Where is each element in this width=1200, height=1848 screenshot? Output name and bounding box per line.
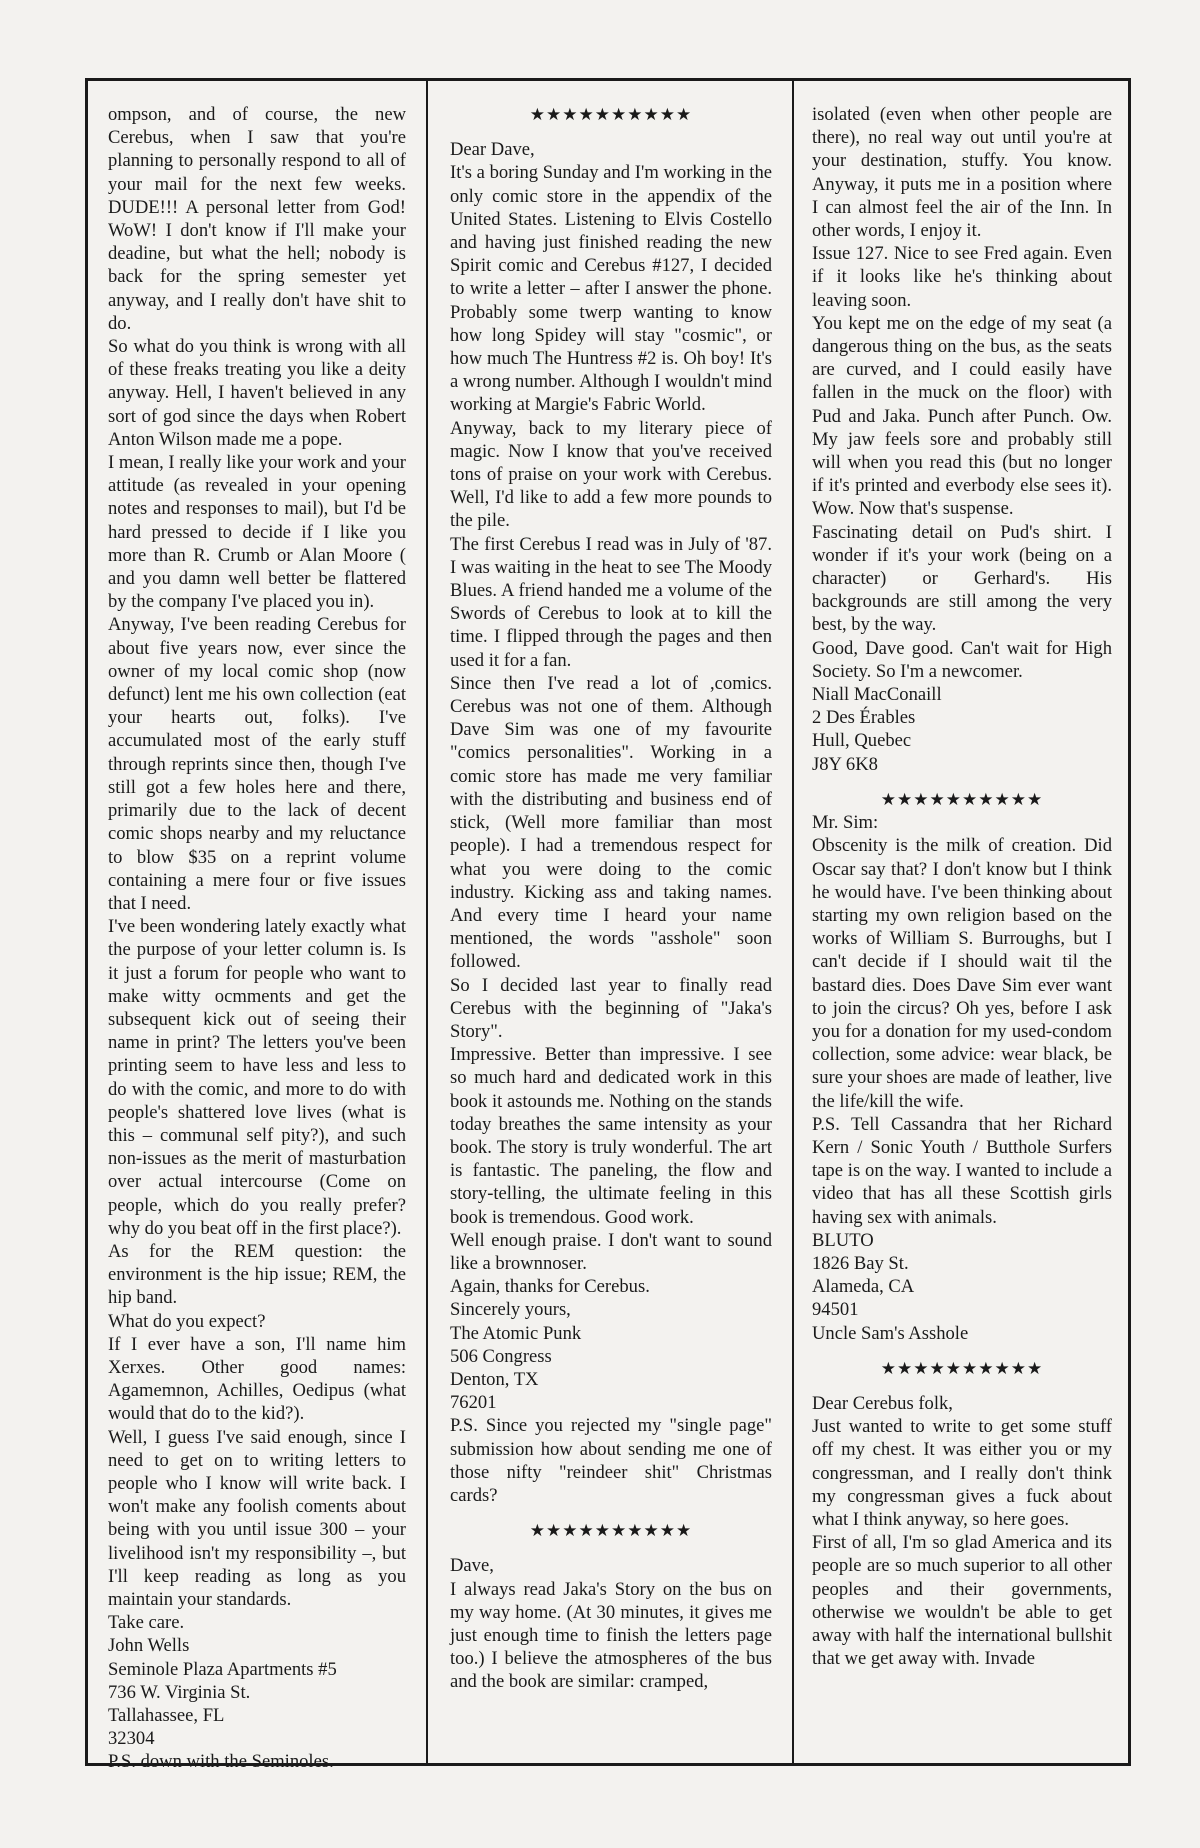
letter-paragraph: I've been wondering lately exactly what the purpose of your letter column is. Is it just a forum for people who want to make witty ocmments and get the subsequent kick out of seeing their name in print? The letters you've been printing seem to have less and less to do with the comic, and more to do with people's shattered love lives (what is this – communal self pity?), and such non-issues as the merit of masturbation over actual intercourse (Come on people, which do you really prefer? why do you beat off in the first place?).: [108, 916, 406, 1239]
letter-paragraph: P.S. Tell Cassandra that her Richard Kern / Sonic Youth / Butthole Surfers tape is on the way. I wanted to include a video that has all these Scottish girls having sex with animals.: [812, 1113, 1112, 1228]
signature-address-line: 2 Des Érables: [812, 707, 916, 729]
signature-postscript: P.S. down with the Seminoles.: [108, 1751, 334, 1773]
signature-postal-code: 76201: [450, 1392, 497, 1414]
star-separator: ★★★★★★★★★★: [880, 789, 1044, 809]
letter-paragraph: Obscenity is the milk of creation. Did Oscar say that? I don't know but I think he would have. I've been thinking about starting my own religion based on the works of William S. Burroughs, but I can't decide if I should wait til the bastard dies. Does Dave Sim ever want to join the circus? Oh yes, before I ask you for a donation for my used-condom collection, some advice: wear black, be sure your shoes are made of leather, live the life/kill the wife.: [812, 835, 1112, 1112]
letter-paragraph: It's a boring Sunday and I'm working in the only comic store in the appendix of the United States. Listening to Elvis Costello and having just finished reading the new Spirit comic and Cerebus #127, I decided to write a letter – after I answer the phone. Probably some twerp wanting to know how long Spidey will stay "cosmic", or how much The Huntress #2 is. Oh boy! It's a wrong number. Although I wouldn't mind working at Margie's Fabric World.: [450, 162, 773, 416]
letter-paragraph: Good, Dave good. Can't wait for High Society. So I'm a newcomer.: [812, 637, 1112, 682]
letter-paragraph: I mean, I really like your work and your attitude (as revealed in your opening notes and responses to mail), but I'd be hard pressed to decide if I like you more than R. Crumb or Alan Moore ( and you damn well better be flattered by the company I've placed you in).: [108, 452, 406, 613]
letters-column-1: [88, 81, 426, 1773]
signature-closing: Sincerely yours,: [450, 1299, 571, 1321]
signature-name: BLUTO: [812, 1229, 874, 1251]
letters-column-3: [792, 81, 1128, 1763]
signature-address-line: 1826 Bay St.: [812, 1252, 909, 1274]
letter-paragraph: Well, I guess I've said enough, since I need to get on to writing letters to people who I know will write back. I won't make any foolish coments about being with you until issue 300 – your livelihood isn't my responsibility –, but I'll keep reading as long as you maintain your standards.: [108, 1426, 406, 1610]
letter-paragraph: You kept me on the edge of my seat (a dangerous thing on the bus, as the seats are curved, and I could easily have fallen in the muck on the floor) with Pud and Jaka. Punch after Punch. Ow. My jaw feels sore and probably still will when you read this (but no longer if it's printed and everbody else sees it). Wow. Now that's suspense.: [812, 312, 1112, 520]
letters-column-2: [426, 81, 792, 1763]
signature-address-line: 736 W. Virginia St.: [108, 1681, 251, 1703]
letter-paragraph: First of all, I'm so glad America and its people are so much superior to all other peoples and their governments, otherwise we wouldn't be able to get away with half the international bullshit that we get away with. Invade: [812, 1532, 1112, 1670]
letter-paragraph: Fascinating detail on Pud's shirt. I wonder if it's your work (being on a character) or Gerhard's. His backgrounds are still among the very best, by the way.: [812, 521, 1112, 636]
letter-paragraph: Anyway, I've been reading Cerebus for about five years now, ever since the owner of my local comic shop (now defunct) lent me his own collection (eat your hearts out, folks). I've accumulated most of the early stuff through reprints since then, though I've still got a few holes here and there, primarily due to the lack of decent comic shops nearby and my reluctance to blow $35 on a reprint volume containing a mere four or five issues that I need.: [108, 614, 406, 914]
signature-address-line: Seminole Plaza Apartments #5: [108, 1658, 337, 1680]
letter-paragraph: As for the REM question: the environment is the hip issue; REM, the hip band.: [108, 1240, 406, 1309]
signature-address-line: Denton, TX: [450, 1368, 539, 1390]
star-separator: ★★★★★★★★★★: [529, 105, 693, 124]
signature-address-line: Alameda, CA: [812, 1276, 915, 1298]
signature-address-line: Tallahassee, FL: [108, 1705, 225, 1727]
letter-paragraph: Impressive. Better than impressive. I see so much hard and dedicated work in this book it astounds me. Nothing on the stands today breathes the same intensity as your book. The story is truly wonderful. The art is fantastic. The paneling, the flow and story-telling, the ultimate feeling in this book is tremendous. Good work.: [450, 1044, 772, 1228]
letter-greeting: Mr. Sim:: [812, 812, 879, 834]
signature-tagline: Uncle Sam's Asshole: [812, 1322, 969, 1344]
letter-paragraph: Since then I've read a lot of ,comics. Cerebus was not one of them. Although Dave Sim was one of my favourite "comics personalities". Working in a comic store has made me very familiar with the distributing and business end of stick, (Well more familiar than most people). I had a tremendous respect for what you were doing to the comic industry. Kicking ass and taking names. And every time I heard your name mentioned, the words "asshole" soon followed.: [450, 672, 772, 973]
letter-paragraph: Well enough praise. I don't want to sound like a brownnoser.: [450, 1229, 772, 1274]
star-separator: ★★★★★★★★★★: [529, 1521, 693, 1541]
signature-postscript: P.S. Since you rejected my "single page" submission how about sending me one of those nifty "reindeer shit" Christmas cards?: [450, 1415, 772, 1506]
signature-address-line: Hull, Quebec: [812, 730, 912, 752]
signature-postal-code: 94501: [812, 1299, 859, 1321]
letter-paragraph: Just wanted to write to get some stuff off my chest. It was either you or my congressman, and I really don't think my congressman gives a fuck about what I think anyway, so here goes.: [812, 1416, 1112, 1530]
letter-greeting: Dave,: [450, 1555, 494, 1577]
letter-paragraph: I always read Jaka's Story on the bus on my way home. (At 30 minutes, it gives me just enough time to finish the letters page too.) I believe the atmospheres of the bus and the book are similar: cramped,: [450, 1578, 772, 1693]
signature-name: John Wells: [108, 1635, 190, 1657]
letter-paragraph: Again, thanks for Cerebus.: [450, 1276, 650, 1298]
letter-greeting: Dear Cerebus folk,: [812, 1392, 953, 1414]
letter-paragraph: The first Cerebus I read was in July of '87. I was waiting in the heat to see The Moody Blues. A friend handed me a volume of the Swords of Cerebus to look at to kill the time. I flipped through the pages and then used it for a fan.: [450, 533, 772, 671]
letter-paragraph: Issue 127. Nice to see Fred again. Even if it looks like he's thinking about leaving soon.: [812, 243, 1112, 311]
signature-postal-code: J8Y 6K8: [812, 753, 878, 775]
letter-paragraph: ompson, and of course, the new Cerebus, when I saw that you're planning to personally respond to all of your mail for the next few weeks. DUDE!!! A personal letter from God! WoW! I don't know if I'll make your deadine, but what the hell; nobody is back for the spring semester yet anyway, and I really don't have shit to do.: [108, 104, 406, 334]
letter-greeting: Dear Dave,: [450, 139, 535, 161]
letter-paragraph: So I decided last year to finally read Cerebus with the beginning of "Jaka's Story".: [450, 974, 772, 1042]
letters-page-frame: [85, 78, 1131, 1773]
signature-address-line: 506 Congress: [450, 1345, 552, 1367]
signature-name: The Atomic Punk: [450, 1322, 582, 1344]
signature-name: Niall MacConaill: [812, 684, 942, 706]
letter-paragraph: So what do you think is wrong with all of these freaks treating you like a deity anyway. Hell, I haven't believed in any sort of god since the days when Robert Anton Wilson made me a pope.: [108, 336, 406, 450]
signature-postal-code: 32304: [108, 1728, 155, 1750]
letter-paragraph: If I ever have a son, I'll name him Xerxes. Other good names: Agamemnon, Achilles, Oedipus (what would that do to the kid?).: [108, 1333, 406, 1425]
letter-paragraph: What do you expect?: [108, 1310, 266, 1332]
signature-closing: Take care.: [108, 1612, 185, 1634]
letter-paragraph: isolated (even when other people are there), no real way out until you're at your destination, stuffy. You know. Anyway, it puts me in a position where I can almost feel the air of the Inn. In other words, I enjoy it.: [812, 104, 1112, 242]
star-separator: ★★★★★★★★★★: [880, 1358, 1044, 1378]
letter-paragraph: Anyway, back to my literary piece of magic. Now I know that you've received tons of praise on your work with Cerebus. Well, I'd like to add a few more pounds to the pile.: [450, 417, 772, 532]
